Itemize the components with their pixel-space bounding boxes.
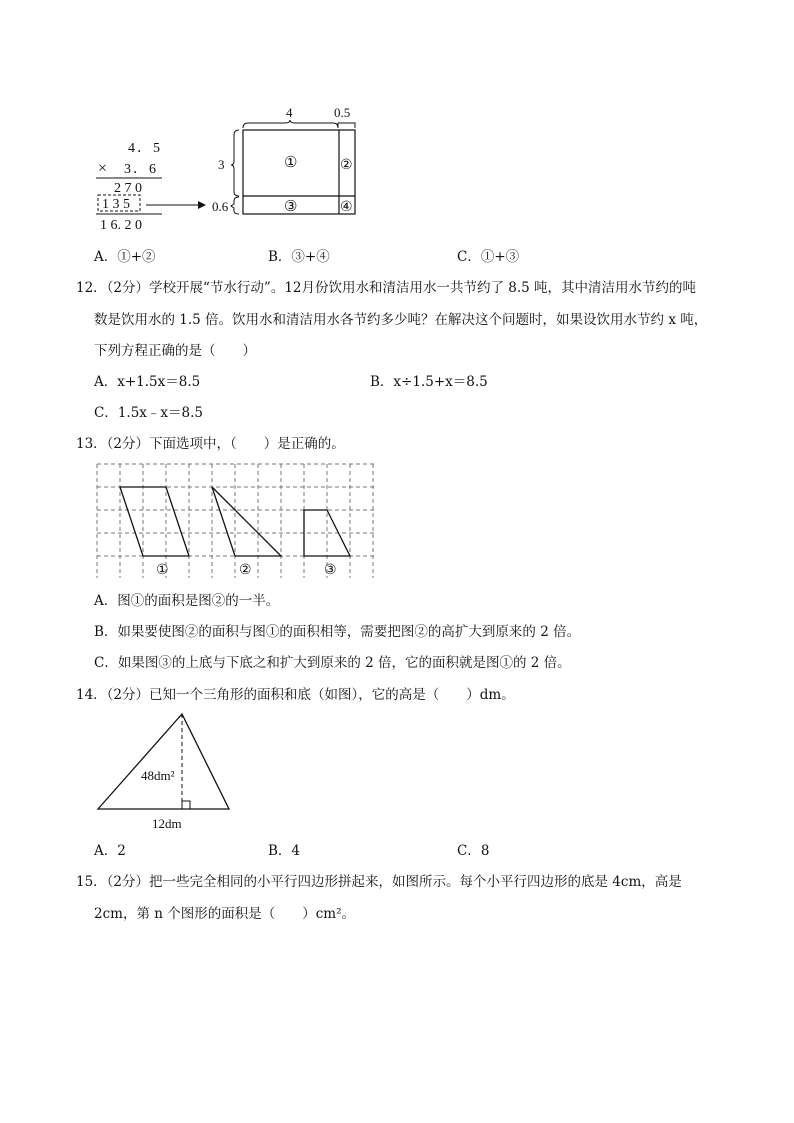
triangle-shape [212,487,281,556]
triangle-figure [94,710,244,834]
mult-partial-1: 2 7 0 [114,181,142,196]
q14-option-b[interactable]: B．4 [268,843,301,859]
brace-top-left [243,120,338,128]
multiplication-figure [84,135,174,235]
mult-result: 1 6. 2 0 [100,218,142,233]
region-4: ④ [340,200,353,215]
label-4: 4 [286,105,293,120]
region-1: ① [284,155,298,171]
q13-option-b[interactable]: B．如果要使图②的面积与图①的面积相等，需要把图②的高扩大到原来的 2 倍。 [94,624,581,640]
triangle-outline [98,714,229,809]
q11-option-a[interactable]: A．①+② [94,249,156,265]
label-3: 3 [218,157,225,172]
q12-option-c[interactable]: C．1.5x﹣x＝8.5 [94,405,203,421]
q12-option-b[interactable]: B．x÷1.5+x＝8.5 [370,374,488,390]
mult-partial-2: 1 3 5 [102,197,130,212]
brace-top-right [338,123,355,128]
q15-line-2: 2cm，第 n 个图形的面积是（ ）cm²。 [94,906,356,922]
q12-option-a[interactable]: A．x+1.5x＝8.5 [94,374,201,390]
q13-option-a[interactable]: A．图①的面积是图②的一半。 [94,593,280,609]
q12-line-2: 数是饮用水的 1.5 倍。饮用水和清洁用水各节约多少吨？在解决这个问题时，如果设饮用水节约 x 吨， [94,312,708,328]
label-0-5: 0.5 [334,105,351,120]
big-rect [243,130,355,214]
q12-line-1: 12．（2分）学校开展“节水行动”。12月份饮用水和清洁用水一共节约了 8.5 吨，其中清洁用水节约的吨 [76,280,697,296]
brace-left-bottom [231,197,239,214]
rectangle-figure [212,100,372,220]
q14-stem: 14．（2分）已知一个三角形的面积和底（如图），它的高是（ ）dm。 [76,687,515,703]
figure-1-label: ① [156,563,169,578]
q15-line-1: 15．（2分）把一些完全相同的小平行四边形拼起来，如图所示。每个小平行四边形的底是 4cm，高是 [76,874,682,890]
region-2: ② [340,158,353,173]
arrow-icon [146,198,206,212]
q13-option-c[interactable]: C．如果图③的上底与下底之和扩大到原来的 2 倍，它的面积就是图①的 2 倍。 [94,655,571,671]
right-angle-mark [182,801,190,809]
label-0-6: 0.6 [212,199,229,214]
figure-2-label: ② [239,563,252,578]
region-3: ③ [284,199,298,215]
q12-line-3: 下列方程正确的是（ ） [94,343,256,359]
q14-option-a[interactable]: A．2 [94,843,126,859]
q11-option-b[interactable]: B．③+④ [268,249,330,265]
mult-operator: × [98,160,108,177]
q11-option-c[interactable]: C．①+③ [457,249,520,265]
base-label: 12dm [152,816,182,831]
brace-left-top [231,130,239,196]
q14-option-c[interactable]: C．8 [457,843,490,859]
figure-3-label: ③ [324,563,337,578]
q13-stem: 13．（2分）下面选项中，（ ）是正确的。 [76,436,345,452]
area-label: 48dm² [141,768,175,783]
mult-top: 4．5 [128,141,162,156]
grid-figures [94,460,384,582]
mult-bottom: 3．6 [124,162,158,177]
parallelogram-shape [120,487,189,556]
